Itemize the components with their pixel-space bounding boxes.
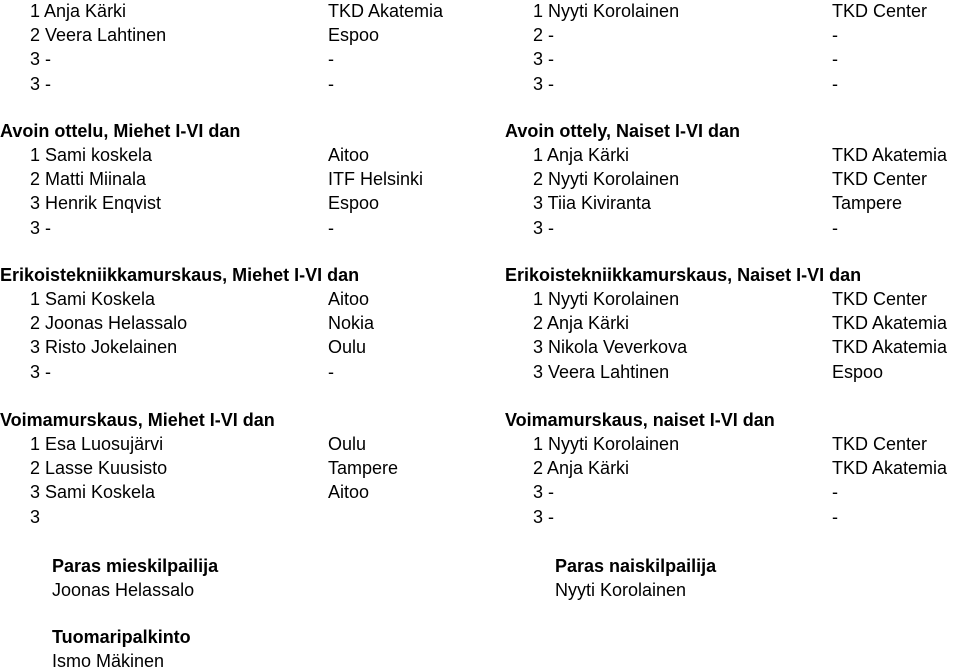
result-rank-name: 3 - (533, 482, 555, 503)
result-rank-name: 3 Veera Lahtinen (533, 361, 670, 382)
result-club: ITF Helsinki (328, 169, 424, 190)
result-club: - (328, 361, 334, 382)
result-rank-name: 3 Nikola Veverkova (533, 337, 688, 358)
result-rank-name: 3 Tiia Kiviranta (533, 193, 652, 214)
result-club: TKD Akatemia (832, 337, 948, 358)
result-club: - (832, 49, 838, 70)
result-club: - (832, 506, 838, 527)
result-rank-name: 2 Anja Kärki (533, 458, 630, 479)
result-club: TKD Akatemia (328, 1, 444, 21)
result-rank-name: 3 - (30, 73, 52, 94)
result-rank-name: 1 Sami Koskela (30, 289, 156, 309)
result-rank-name: 3 Sami Koskela (30, 482, 156, 503)
result-rank-name: 1 Anja Kärki (533, 145, 630, 165)
result-rank-name: 1 Sami koskela (30, 145, 153, 165)
result-rank-name: 1 Esa Luosujärvi (30, 434, 164, 454)
result-rank-name: 2 Anja Kärki (533, 313, 630, 334)
result-club: TKD Akatemia (832, 458, 948, 479)
result-rank-name: 2 Lasse Kuusisto (30, 458, 168, 479)
award-heading: Paras naiskilpailija (555, 556, 717, 576)
result-rank-name: 1 Nyyti Korolainen (533, 1, 680, 21)
result-club: - (832, 217, 838, 238)
result-club: Tampere (832, 193, 903, 214)
result-club: Aitoo (328, 482, 370, 503)
result-club: - (328, 217, 334, 238)
result-club: TKD Center (832, 169, 928, 190)
section-heading: Voimamurskaus, naiset I-VI dan (505, 410, 775, 430)
result-rank-name: 3 Risto Jokelainen (30, 337, 178, 358)
result-club: - (832, 482, 838, 503)
result-club: TKD Center (832, 434, 928, 454)
award-heading: Paras mieskilpailija (52, 556, 219, 576)
result-club: TKD Akatemia (832, 313, 948, 334)
result-rank-name: 2 Nyyti Korolainen (533, 169, 680, 190)
section-heading: Avoin ottely, Naiset I-VI dan (505, 121, 741, 141)
result-club: Espoo (328, 193, 380, 214)
result-club: - (832, 73, 838, 94)
section-heading: Voimamurskaus, Miehet I-VI dan (0, 410, 275, 430)
result-club: Aitoo (328, 145, 370, 165)
result-club: Espoo (832, 361, 884, 382)
result-rank-name: 1 Anja Kärki (30, 1, 127, 21)
result-rank-name: 2 Veera Lahtinen (30, 25, 167, 46)
result-rank-name: 3 - (533, 506, 555, 527)
result-rank-name: 3 - (533, 49, 555, 70)
result-rank-name: 3 Henrik Enqvist (30, 193, 162, 214)
result-rank-name: 3 - (30, 361, 52, 382)
result-club: TKD Center (832, 289, 928, 309)
result-rank-name: 3 - (533, 217, 555, 238)
result-rank-name: 3 - (533, 73, 555, 94)
result-club: Oulu (328, 434, 367, 454)
section-heading: Avoin ottelu, Miehet I-VI dan (0, 121, 241, 141)
award-winner: Ismo Mäkinen (52, 651, 165, 671)
result-club: TKD Akatemia (832, 145, 948, 165)
result-club: Nokia (328, 313, 375, 334)
result-club: - (832, 25, 838, 46)
result-club: - (328, 73, 334, 94)
award-winner: Joonas Helassalo (52, 580, 195, 600)
result-club: Oulu (328, 337, 367, 358)
award-winner: Nyyti Korolainen (555, 580, 687, 600)
result-club: Aitoo (328, 289, 370, 309)
result-rank-name: 2 Matti Miinala (30, 169, 147, 190)
result-rank-name: 2 - (533, 25, 555, 46)
result-club: - (328, 49, 334, 70)
section-heading: Erikoistekniikkamurskaus, Naiset I-VI dan (505, 265, 862, 285)
result-rank-name: 1 Nyyti Korolainen (533, 434, 680, 454)
award-heading: Tuomaripalkinto (52, 627, 191, 647)
result-rank-name: 3 - (30, 49, 52, 70)
section-heading: Erikoistekniikkamurskaus, Miehet I-VI dan (0, 265, 360, 285)
result-rank-name: 2 Joonas Helassalo (30, 313, 188, 334)
result-club: TKD Center (832, 1, 928, 21)
result-rank-name: 3 (30, 506, 41, 527)
result-rank-name: 3 - (30, 217, 52, 238)
result-club: Tampere (328, 458, 399, 479)
result-rank-name: 1 Nyyti Korolainen (533, 289, 680, 309)
result-club: Espoo (328, 25, 380, 46)
